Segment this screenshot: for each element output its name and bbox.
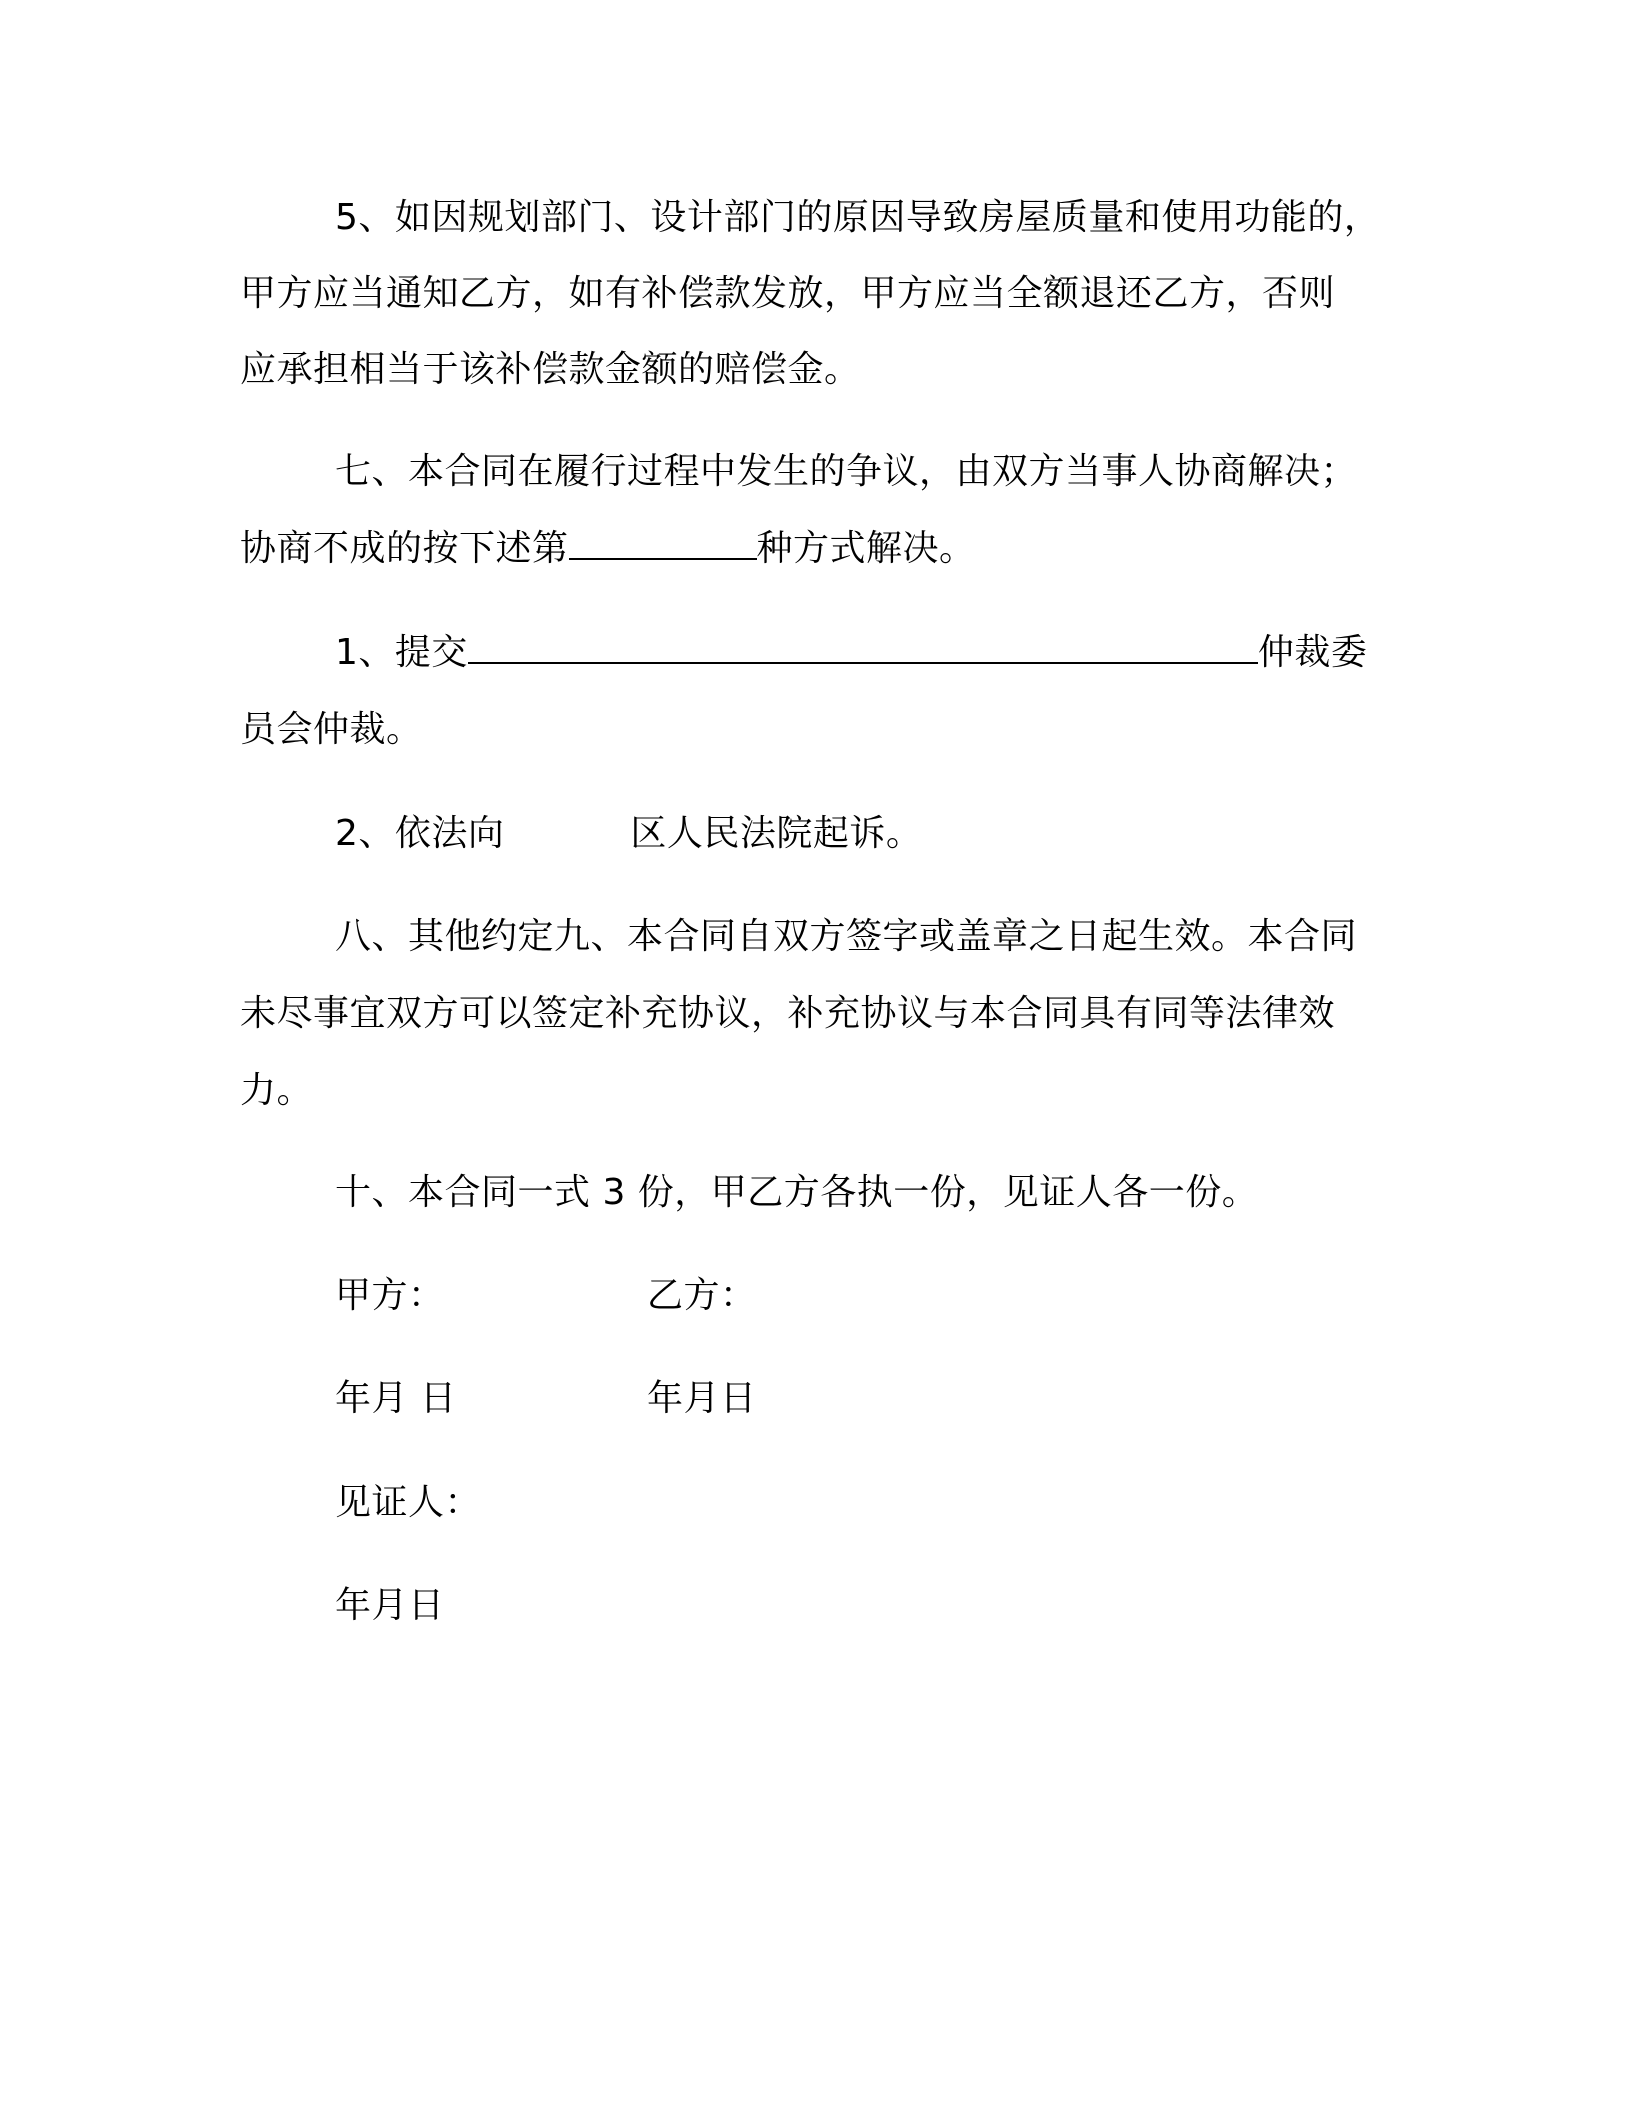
method-number-blank [569,528,757,560]
party-a-label: 甲方： [335,1275,445,1316]
party-b-label: 乙方： [647,1275,757,1316]
witness-label: 见证人： [335,1482,482,1523]
option-2-before: 2、依法向 [335,813,505,854]
witness-date: 年月日 [335,1585,445,1626]
clause-7-line-2-after: 种方式解决。 [756,528,976,569]
option-1-line-1 [335,631,1367,675]
clause-8-9-line-1: 八、其他约定九、本合同自双方签字或盖章之日起生效。本合同 [335,916,1358,957]
clause-5-line-2: 甲方应当通知乙方，如有补偿款发放，甲方应当全额退还乙方，否则 [240,273,1336,314]
clause-5-line-1: 5、如因规划部门、设计部门的原因导致房屋质量和使用功能的， [335,197,1381,238]
clause-5-line-3: 应承担相当于该补偿款金额的赔偿金。 [240,349,861,390]
option-1-before: 1、提交 [335,632,468,673]
option-1-line-2: 员会仲裁。 [240,709,423,750]
option-2-after: 区人民法院起诉。 [630,813,923,854]
party-a-date: 年月 日 [335,1378,457,1419]
clause-10: 十、本合同一式 3 份，甲乙方各执一份，见证人各一份。 [335,1172,1259,1213]
clause-8-9-line-3: 力。 [240,1070,314,1111]
clause-7-line-2 [240,527,976,571]
clause-7-line-1: 七、本合同在履行过程中发生的争议，由双方当事人协商解决； [335,451,1358,492]
clause-7-line-2-before: 协商不成的按下述第 [240,528,569,569]
option-2-line [335,812,922,856]
party-b-date: 年月日 [647,1378,757,1419]
option-1-after: 仲裁委 [1257,632,1368,673]
clause-8-9-line-2: 未尽事宜双方可以签定补充协议，补充协议与本合同具有同等法律效 [240,993,1336,1034]
arbitration-committee-blank [468,632,1258,664]
